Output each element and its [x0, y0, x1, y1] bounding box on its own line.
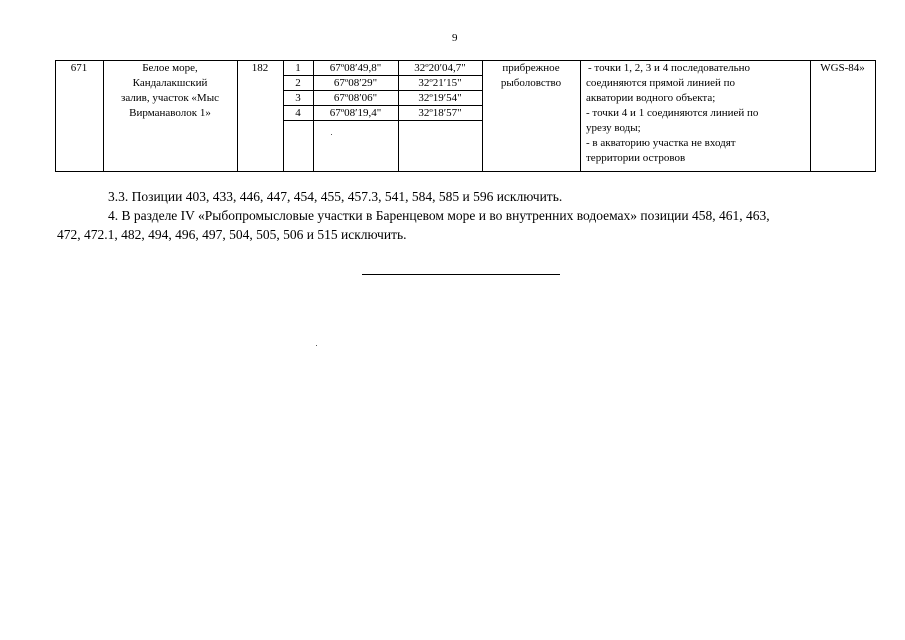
boundary-description-line: - точки 1, 2, 3 и 4 последовательно	[588, 62, 751, 74]
area-name-line: Белое море,	[142, 62, 198, 74]
point-longitude: 32º18′57"	[418, 107, 462, 119]
boundary-description-line: - в акваторию участка не входят	[586, 137, 736, 149]
point-longitude: 32º20′04,7"	[414, 62, 466, 74]
point-number: 2	[295, 77, 301, 89]
point-longitude: 32º19′54"	[418, 92, 462, 104]
point-number: 1	[295, 62, 301, 74]
table-col-divider	[55, 60, 56, 172]
fishing-areas-table	[55, 60, 876, 172]
boundary-description-line: - точки 4 и 1 соединяются линией по	[586, 107, 759, 119]
point-latitude: 67º08′49,8"	[329, 62, 382, 74]
table-col-divider	[237, 60, 238, 172]
point-number: 4	[295, 107, 301, 119]
area-name-line: Вирманаволок 1»	[129, 107, 211, 119]
scan-speck	[316, 345, 317, 346]
usage-type-line: рыболовство	[500, 77, 562, 89]
boundary-description-line: урезу воды;	[586, 122, 641, 134]
closing-rule	[362, 274, 560, 275]
point-latitude: 67º08′06"	[333, 92, 378, 104]
coordinate-system: WGS-84»	[820, 62, 865, 74]
boundary-description-line: территории островов	[586, 152, 686, 164]
row-number: 671	[70, 62, 88, 74]
page-number: 9	[452, 32, 458, 44]
scan-speck	[331, 134, 332, 135]
table-bottom-border	[55, 171, 876, 172]
usage-type-line: прибрежное	[502, 62, 560, 74]
boundary-description-line: соединяются прямой линией по	[586, 77, 735, 89]
table-col-divider	[580, 60, 581, 172]
point-latitude: 67º08′29"	[333, 77, 378, 89]
boundary-description-line: акватории водного объекта;	[586, 92, 716, 104]
area-name-line: залив, участок «Мыс	[120, 92, 219, 104]
table-col-divider	[875, 60, 876, 172]
point-longitude: 32º21′15"	[418, 77, 462, 89]
point-latitude: 67º08′19,4"	[329, 107, 382, 119]
paragraph-4-line-2: 472, 472.1, 482, 494, 496, 497, 504, 505, 506 и 515 исключить.	[57, 227, 407, 242]
area-size: 182	[251, 62, 269, 74]
point-number: 3	[295, 92, 301, 104]
table-col-divider	[810, 60, 811, 172]
area-name-line: Кандалакшский	[132, 77, 208, 89]
paragraph-3-3: 3.3. Позиции 403, 433, 446, 447, 454, 455, 457.3, 541, 584, 585 и 596 исключить.	[108, 189, 563, 204]
paragraph-4-line-1: 4. В разделе IV «Рыбопромысловые участки в Баренцевом море и во внутренних водоемах» позиции 458, 461, 463,	[108, 208, 770, 223]
